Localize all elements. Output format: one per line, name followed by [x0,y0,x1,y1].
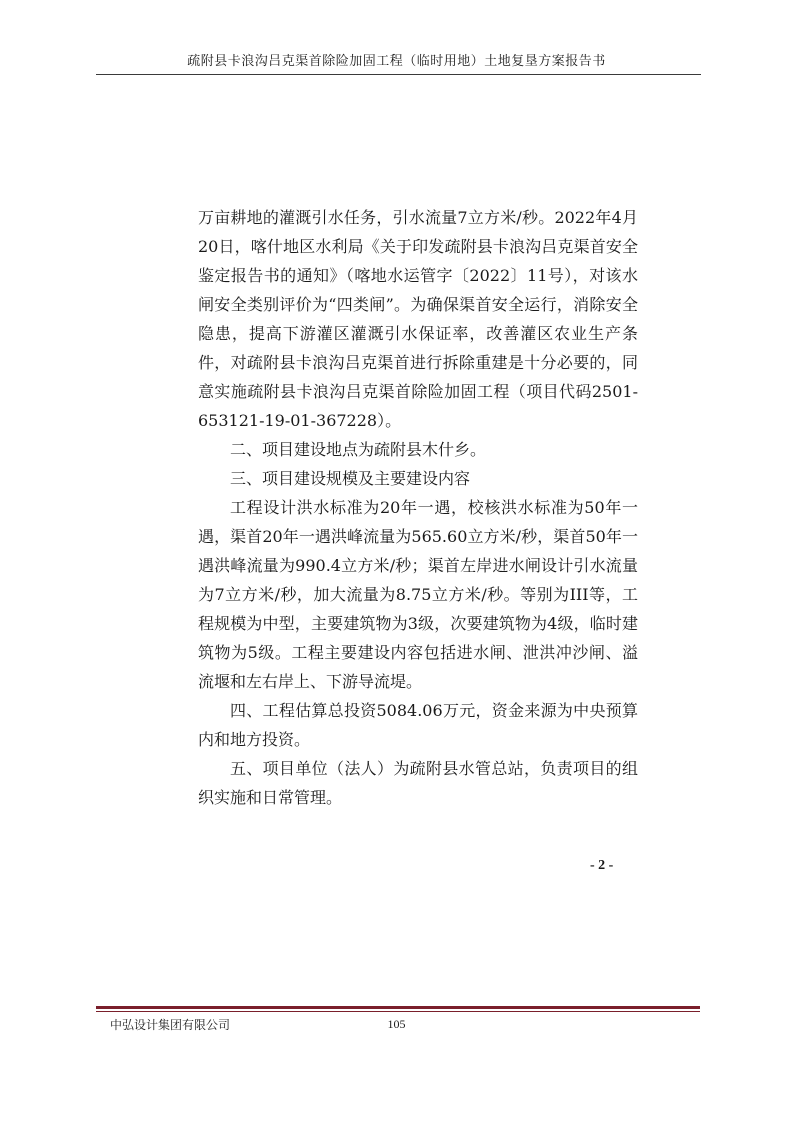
paragraph-investment: 四、工程估算总投资5084.06万元，资金来源为中央预算内和地方投资。 [198,701,638,749]
paragraph-project-unit: 五、项目单位（法人）为疏附县水管总站，负责项目的组织实施和日常管理。 [198,759,638,807]
header-divider [96,74,701,75]
footer-company-name: 中弘设计集团有限公司 [110,1018,231,1032]
paragraph-scale-heading: 三、项目建设规模及主要建设内容 [230,469,471,488]
paragraph-design-standards: 工程设计洪水标准为20年一遇，校核洪水标准为50年一遇，渠首20年一遇洪峰流量为565.60立方米/秒，渠首50年一遇洪峰流量为990.4立方米/秒；渠首左岸进水闸设计引水流量为7立方米/秒，加大流量为8.75立方米/秒。等别为III等，工程规模为中型，主要建筑物为3级，次要建筑物为4级，临时建筑物为5级。工程主要建设内容包括进水闸、泄洪冲沙闸、溢流堰和左右岸上、下游导流堤。 [198,498,638,691]
paragraph-location: 二、项目建设地点为疏附县木什乡。 [230,440,487,459]
document-title: 疏附县卡浪沟吕克渠首除险加固工程（临时用地）土地复垦方案报告书 [187,54,606,69]
document-body [198,203,638,812]
footer-divider-thin [96,1011,700,1012]
inner-page-number: - 2 - [590,858,614,873]
footer-page-number: 105 [387,1017,406,1031]
footer-divider-thick [96,1006,700,1009]
paragraph-continuation: 万亩耕地的灌溉引水任务，引水流量7立方米/秒。2022年4月20日，喀什地区水利局《关于印发疏附县卡浪沟吕克渠首安全鉴定报告书的通知》（喀地水运管字〔2022〕11号），对该水闸安全类别评价为“四类闸”。为确保渠首安全运行，消除安全隐患，提高下游灌区灌溉引水保证率，改善灌区农业生产条件，对疏附县卡浪沟吕克渠首进行拆除重建是十分必要的，同意实施疏附县卡浪沟吕克渠首除险加固工程（项目代码2501-653121-19-01-367228）。 [198,208,638,430]
page-header [0,50,793,69]
